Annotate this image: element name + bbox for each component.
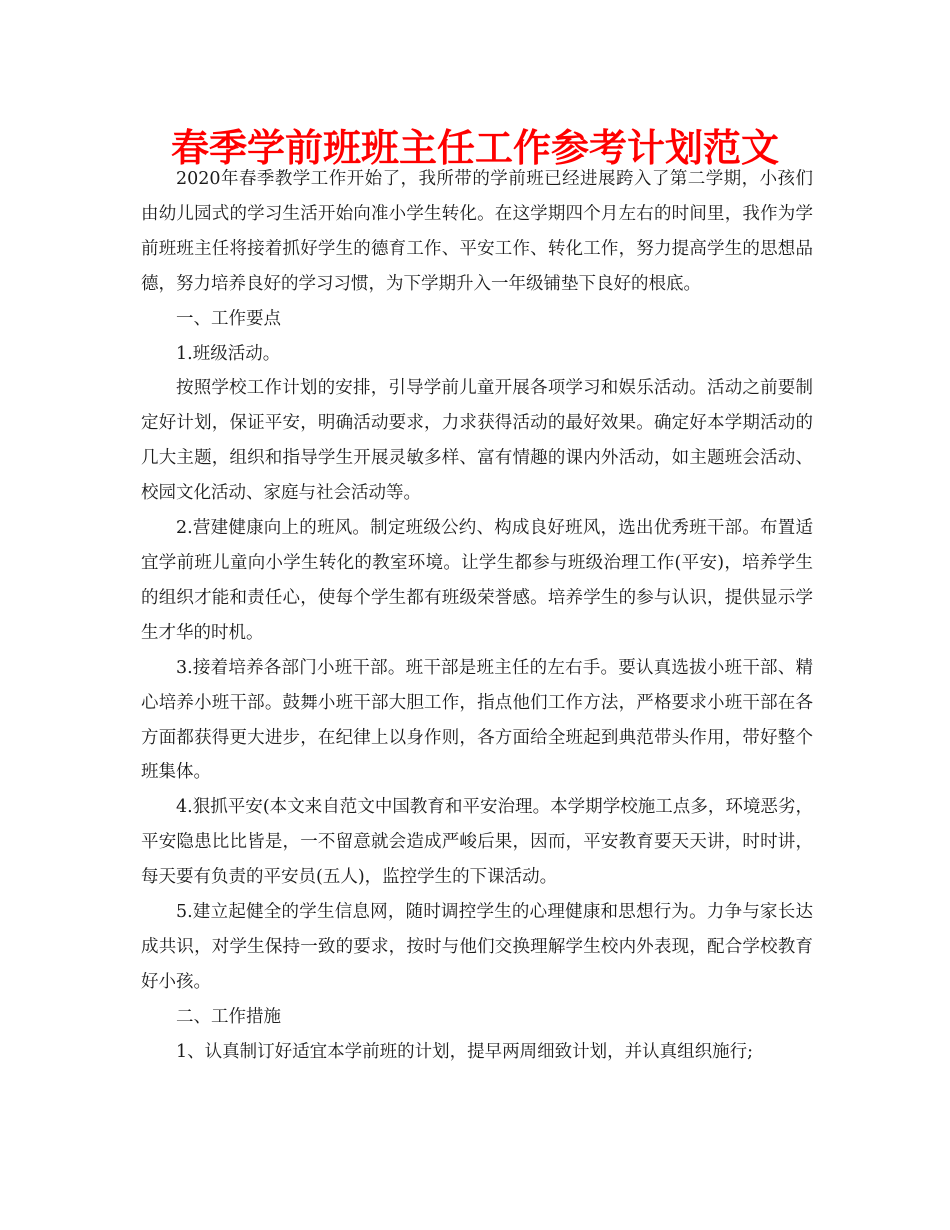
document-body xyxy=(141,162,813,1070)
subheading-class-activities: 1.班级活动。 xyxy=(176,343,281,364)
paragraph-safety: 4.狠抓平安(本文来自范文中国教育和平安治理。本学期学校施工点多，环境恶劣，平安隐患比比皆是，一不留意就会造成严峻后果，因而，平安教育要天天讲，时时讲，每天要有负责的平安员(五人)，监控学生的下课活动。 xyxy=(141,797,813,888)
section-heading-work-measures: 二、工作措施 xyxy=(176,1006,281,1027)
document-title: 春季学前班班主任工作参考计划范文 xyxy=(170,126,779,170)
paragraph-info-network: 5.建立起健全的学生信息网，随时调控学生的心理健康和思想行为。力争与家长达成共识，对学生保持一致的要求，按时与他们交换理解学生校内外表现，配合学校教育好小孩。 xyxy=(141,902,813,992)
paragraph-class-cadres: 3.接着培养各部门小班干部。班干部是班主任的左右手。要认真选拔小班干部、精心培养小班干部。鼓舞小班干部大胆工作，指点他们工作方法，严格要求小班干部在各方面都获得更大进步，在纪律上以身作则，各方面给全班起到典范带头作用，带好整个班集体。 xyxy=(141,657,813,783)
paragraph-activities: 按照学校工作计划的安排，引导学前儿童开展各项学习和娱乐活动。活动之前要制定好计划，保证平安，明确活动要求，力求获得活动的最好效果。确定好本学期活动的几大主题，组织和指导学生开展灵敏多样、富有情趣的课内外活动，如主题班会活动、校园文化活动、家庭与社会活动等。 xyxy=(141,378,813,504)
paragraph-intro: 2020年春季教学工作开始了，我所带的学前班已经进展跨入了第二学期，小孩们由幼儿园式的学习生活开始向准小学生转化。在这学期四个月左右的时间里，我作为学前班班主任将接着抓好学生的德育工作、平安工作、转化工作，努力提高学生的思想品德，努力培养良好的学习习惯，为下学期升入一年级铺垫下良好的根底。 xyxy=(141,169,813,294)
section-heading-work-points: 一、工作要点 xyxy=(176,308,281,329)
paragraph-measure-1: 1、认真制订好适宜本学前班的计划，提早两周细致计划，并认真组织施行; xyxy=(176,1041,754,1062)
paragraph-class-style: 2.营建健康向上的班风。制定班级公约、构成良好班风，选出优秀班干部。布置适宜学前班儿童向小学生转化的教室环境。让学生都参与班级治理工作(平安)，培养学生的组织才能和责任心，使每个学生都有班级荣誉感。培养学生的参与认识，提供显示学生才华的时机。 xyxy=(141,518,813,643)
